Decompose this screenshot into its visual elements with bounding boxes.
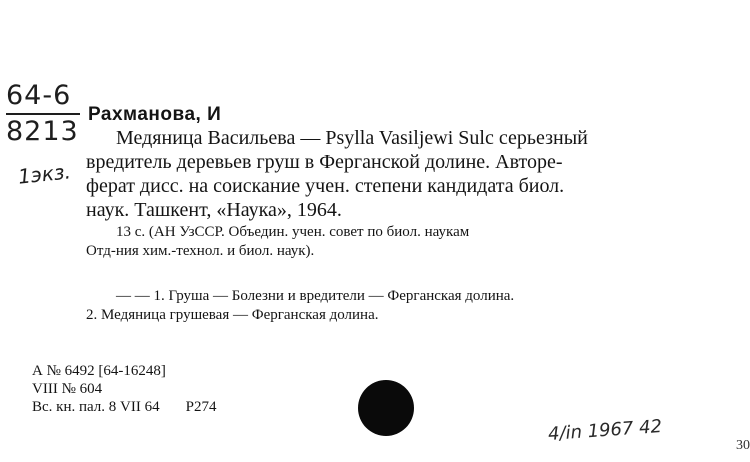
punch-hole bbox=[358, 380, 414, 436]
handwritten-signature: 4/in 1967 42 bbox=[547, 416, 663, 445]
accession-line bbox=[32, 398, 216, 416]
accession-block bbox=[32, 362, 216, 416]
title-line: Медяница Васильева — Psylla Vasiljewi Sulc серьезный bbox=[116, 127, 588, 149]
edge-number: 30 bbox=[736, 438, 750, 453]
subject-line: 2. Медяница грушевая — Ферганская долина. bbox=[86, 307, 379, 323]
accession-code: Р274 bbox=[185, 399, 217, 415]
subject-line: — — 1. Груша — Болезни и вредители — Ферганская долина. bbox=[116, 288, 515, 304]
title-line: наук. Ташкент, «Наука», 1964. bbox=[86, 199, 342, 221]
handwritten-copies-mark: 1экз. bbox=[16, 159, 72, 189]
subject-headings bbox=[86, 287, 708, 325]
accession-line: VIII № 604 bbox=[32, 381, 103, 397]
handwritten-divider bbox=[6, 113, 80, 115]
pages-series-block bbox=[86, 223, 708, 261]
pages-line: 13 с. (АН УзССР. Объедин. учен. совет по биол. наукам bbox=[116, 224, 470, 240]
title-block bbox=[86, 126, 708, 222]
accession-line-text: Вс. кн. пал. 8 VII 64 bbox=[32, 399, 160, 415]
author-name: Рахманова, И bbox=[88, 104, 222, 125]
handwritten-code-bottom: 8213 bbox=[6, 116, 79, 147]
title-line: ферат дисс. на соискание учен. степени кандидата биол. bbox=[86, 175, 565, 197]
handwritten-code-top: 64-6 bbox=[6, 80, 72, 111]
pages-line: Отд-ния хим.-технол. и биол. наук). bbox=[86, 243, 315, 259]
accession-line: А № 6492 [64-16248] bbox=[32, 363, 166, 379]
title-line: вредитель деревьев груш в Ферганской долине. Авторе- bbox=[86, 151, 563, 173]
